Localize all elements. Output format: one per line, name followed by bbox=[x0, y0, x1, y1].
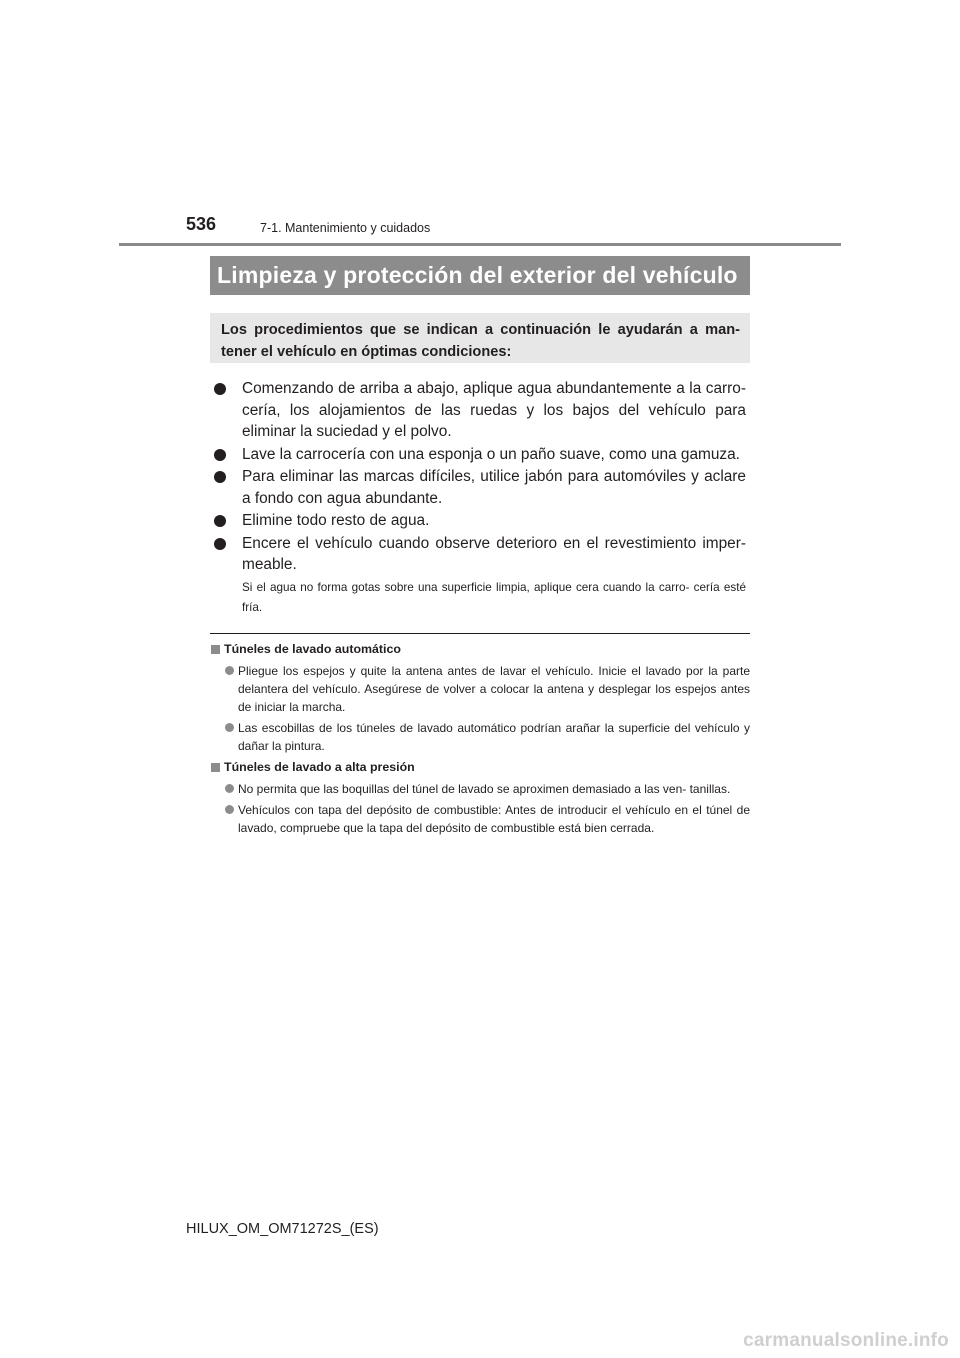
note-heading-text: Túneles de lavado a alta presión bbox=[224, 760, 415, 774]
step-item bbox=[214, 378, 746, 443]
square-icon bbox=[211, 645, 220, 654]
filled-circle-icon bbox=[214, 449, 226, 461]
gray-circle-icon bbox=[225, 723, 234, 732]
step-text: Lave la carrocería con una esponja o un paño suave, como una gamuza. bbox=[242, 445, 740, 463]
notes-section bbox=[210, 641, 750, 841]
note-group bbox=[210, 641, 750, 755]
square-icon bbox=[211, 763, 220, 772]
step-note: Si el agua no forma gotas sobre una superficie limpia, aplique cera cuando la carro- cería esté fría. bbox=[242, 581, 746, 614]
note-heading-text: Túneles de lavado automático bbox=[224, 642, 401, 656]
page-number: 536 bbox=[186, 214, 217, 234]
step-text: Comenzando de arriba a abajo, aplique agua abundantemente a la carro- cería, los alojamientos de las ruedas y los bajos del vehículo para eliminar la suciedad y el polvo. bbox=[242, 380, 746, 440]
filled-circle-icon bbox=[214, 471, 226, 483]
step-text: Encere el vehículo cuando observe deterioro en el revestimiento imper- meable. bbox=[242, 534, 746, 573]
note-item-text: Pliegue los espejos y quite la antena antes de lavar el vehículo. Inicie el lavado por la parte delantera del vehículo. Asegúrese de volver a colocar la antena y desplegar los espejos antes de iniciar la marcha. bbox=[238, 664, 750, 714]
filled-circle-icon bbox=[214, 515, 226, 527]
note-item bbox=[210, 780, 750, 798]
note-heading bbox=[210, 759, 750, 776]
note-item-text: No permita que las boquillas del túnel de lavado se aproximen demasiado a las ven- tanillas. bbox=[238, 782, 731, 796]
filled-circle-icon bbox=[214, 383, 226, 395]
step-item bbox=[214, 533, 746, 576]
note-item bbox=[210, 719, 750, 755]
step-item bbox=[214, 466, 746, 509]
step-item bbox=[214, 444, 746, 466]
footer-code: HILUX_OM_OM71272S_(ES) bbox=[186, 1221, 379, 1237]
note-heading bbox=[210, 641, 750, 658]
watermark: carmanualsonline.info bbox=[743, 1330, 949, 1351]
section-label: 7-1. Mantenimiento y cuidados bbox=[260, 221, 431, 235]
note-group bbox=[210, 759, 750, 837]
steps-list bbox=[214, 378, 746, 577]
note-item-text: Las escobillas de los túneles de lavado automático podrían arañar la superficie del vehículo y dañar la pintura. bbox=[238, 721, 750, 753]
gray-circle-icon bbox=[225, 784, 234, 793]
step-item bbox=[214, 510, 746, 532]
notes-rule bbox=[210, 633, 750, 634]
note-item-text: Vehículos con tapa del depósito de combustible: Antes de introducir el vehículo en el túnel de lavado, compruebe que la tapa del depósito de combustible está bien cerrada. bbox=[238, 803, 750, 835]
header-rule bbox=[119, 243, 841, 246]
step-text: Elimine todo resto de agua. bbox=[242, 512, 430, 529]
note-item bbox=[210, 662, 750, 716]
page-title: Limpieza y protección del exterior del vehículo bbox=[210, 256, 750, 295]
filled-circle-icon bbox=[214, 538, 226, 550]
note-item bbox=[210, 801, 750, 837]
gray-circle-icon bbox=[225, 805, 234, 814]
step-text: Para eliminar las marcas difíciles, utilice jabón para automóviles y aclare a fondo con agua abundante. bbox=[242, 468, 746, 507]
gray-circle-icon bbox=[225, 666, 234, 675]
intro-box: Los procedimientos que se indican a continuación le ayudarán a man- tener el vehículo en óptimas condiciones: bbox=[210, 313, 750, 363]
